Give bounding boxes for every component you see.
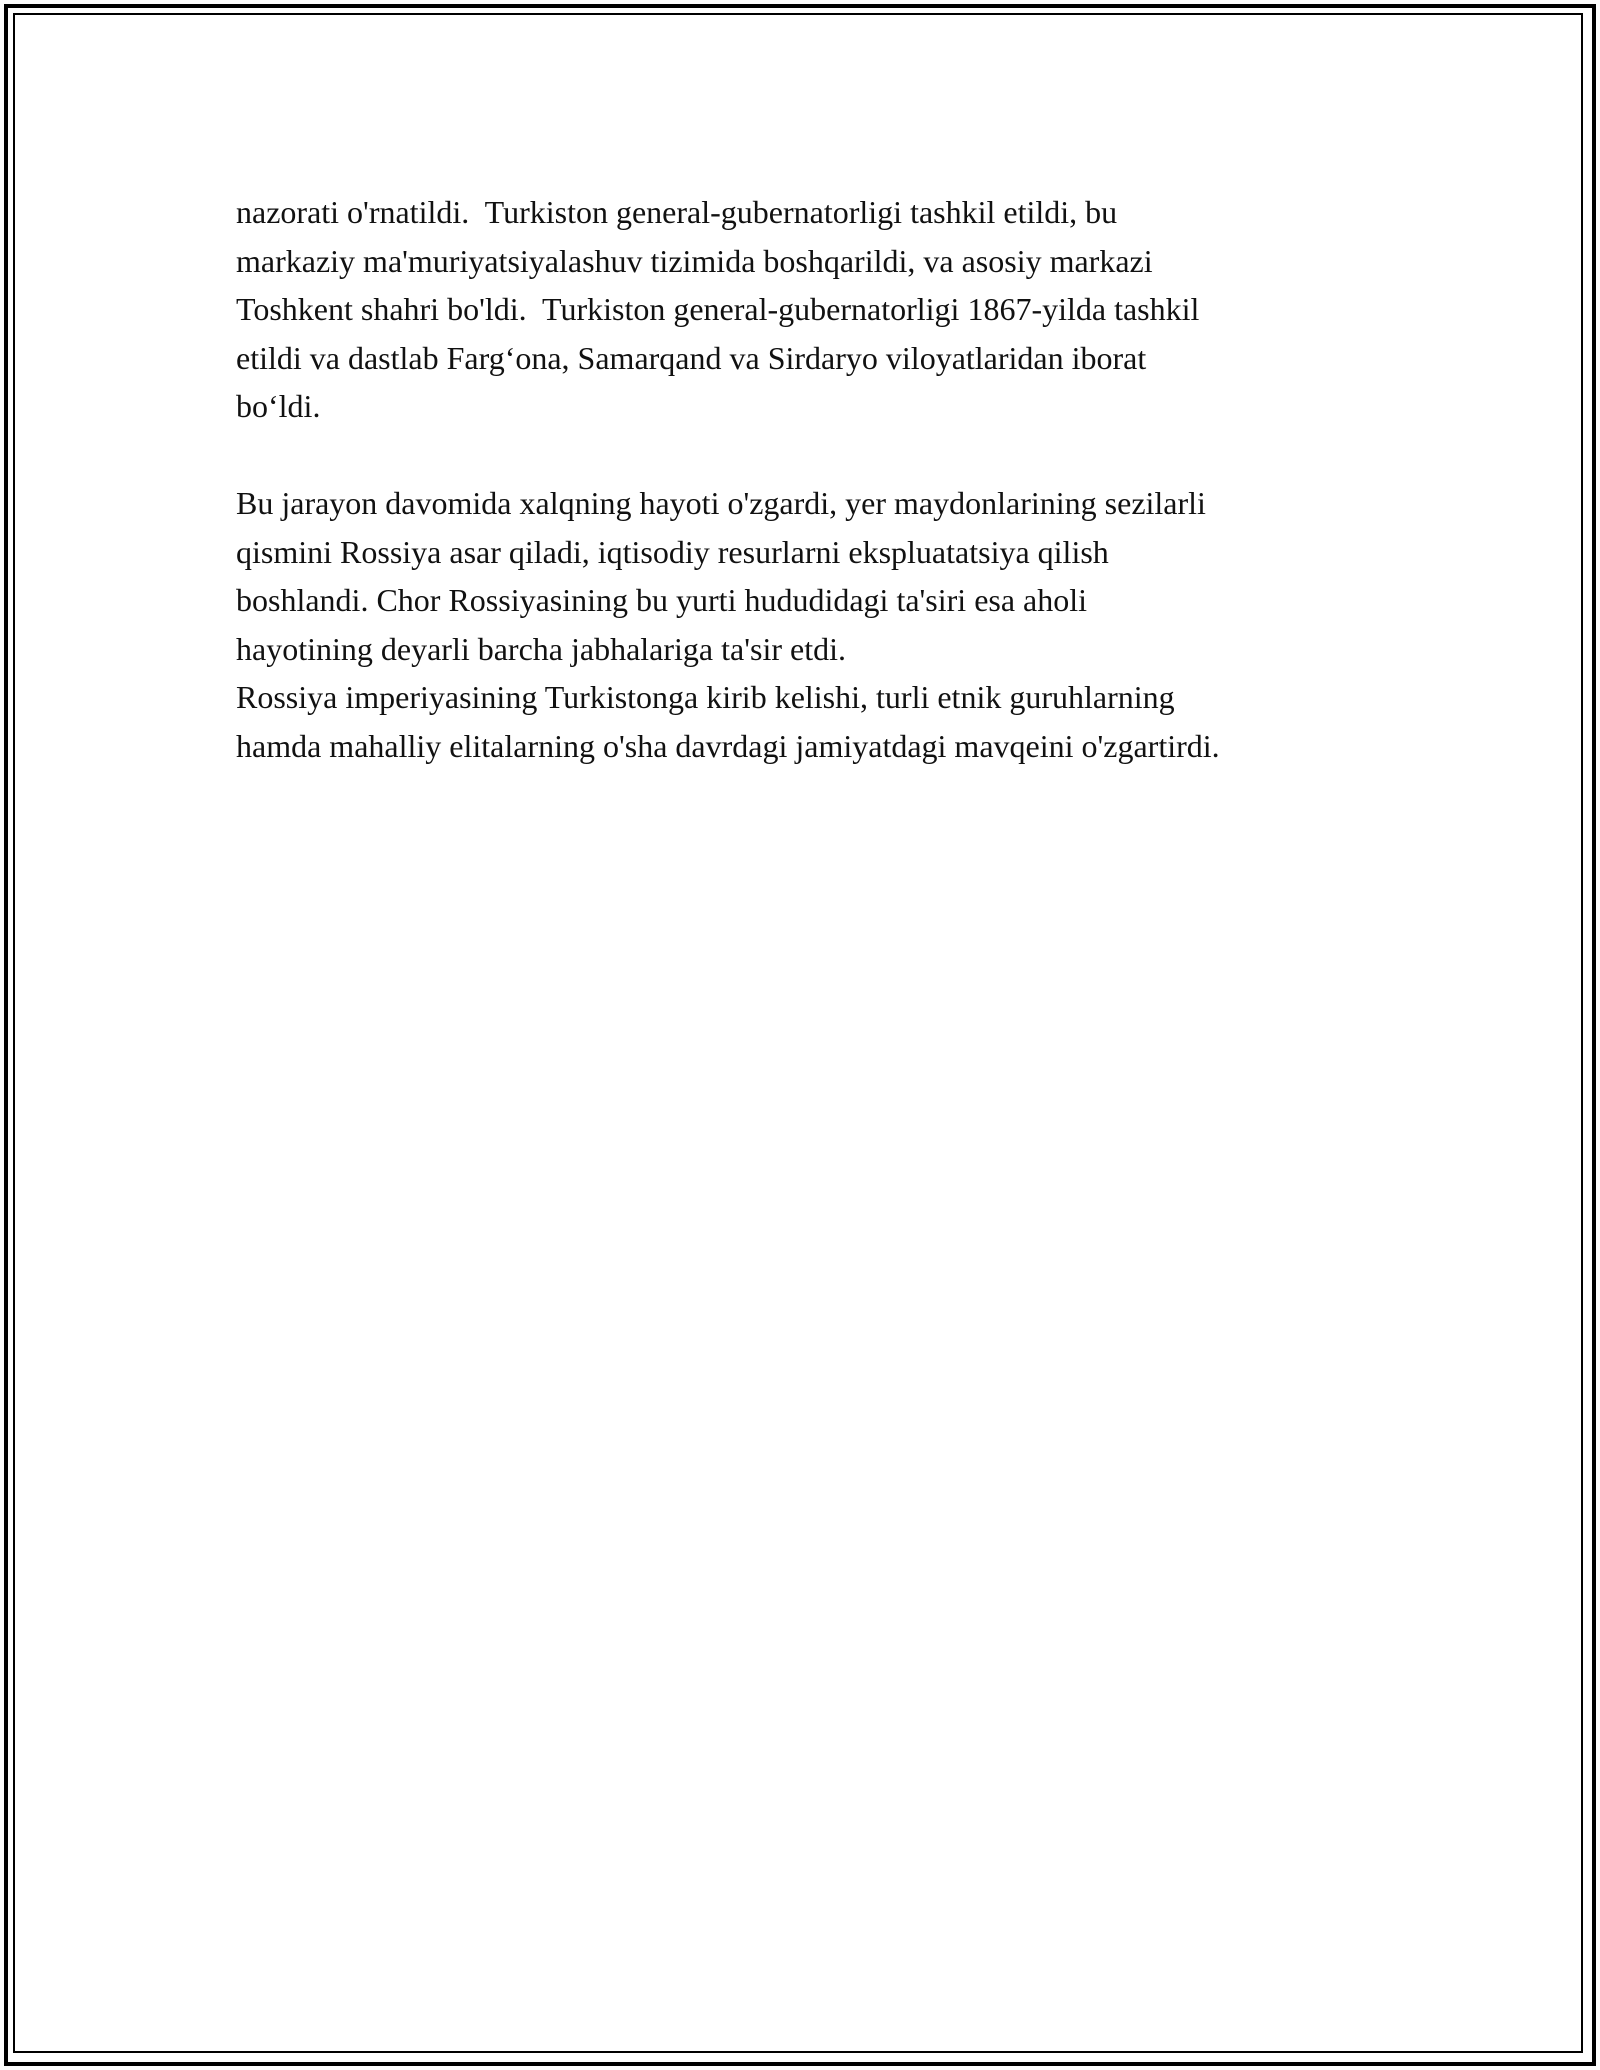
text-line: nazorati o'rnatildi. Turkiston general-gubernatorligi tashkil etildi, bu — [236, 194, 1118, 230]
paragraph-spacer — [236, 431, 1396, 480]
text-line: Rossiya imperiyasining Turkistonga kirib kelishi, turli etnik guruhlarning — [236, 679, 1175, 715]
text-line: qismini Rossiya asar qiladi, iqtisodiy resurlarni ekspluatatsiya qilish — [236, 533, 1109, 570]
text-line: Bu jarayon davomida xalqning hayoti o'zgardi, yer maydonlarining sezilarli — [236, 485, 1206, 521]
text-line: hayotining deyarli barcha jabhalariga ta'sir etdi. — [236, 630, 846, 667]
text-line: etildi va dastlab Farg‘ona, Samarqand va Sirdaryo viloyatlaridan iborat — [236, 339, 1147, 376]
text-line: bo‘ldi. — [236, 388, 321, 424]
paragraph-1 — [236, 188, 1396, 431]
text-line: Toshkent shahri bo'ldi. Turkiston general-gubernatorligi 1867-yilda tashkil — [236, 291, 1200, 327]
document-body — [236, 188, 1396, 770]
text-line: markaziy ma'muriyatsiyalashuv tizimida boshqarildi, va asosiy markazi — [236, 242, 1153, 279]
text-line: boshlandi. Chor Rossiyasining bu yurti hududidagi ta'siri esa aholi — [236, 582, 1088, 618]
paragraph-3 — [236, 673, 1396, 770]
text-line: hamda mahalliy elitalarning o'sha davrdagi jamiyatdagi mavqeini o'zgartirdi. — [236, 727, 1220, 764]
paragraph-2 — [236, 479, 1396, 673]
